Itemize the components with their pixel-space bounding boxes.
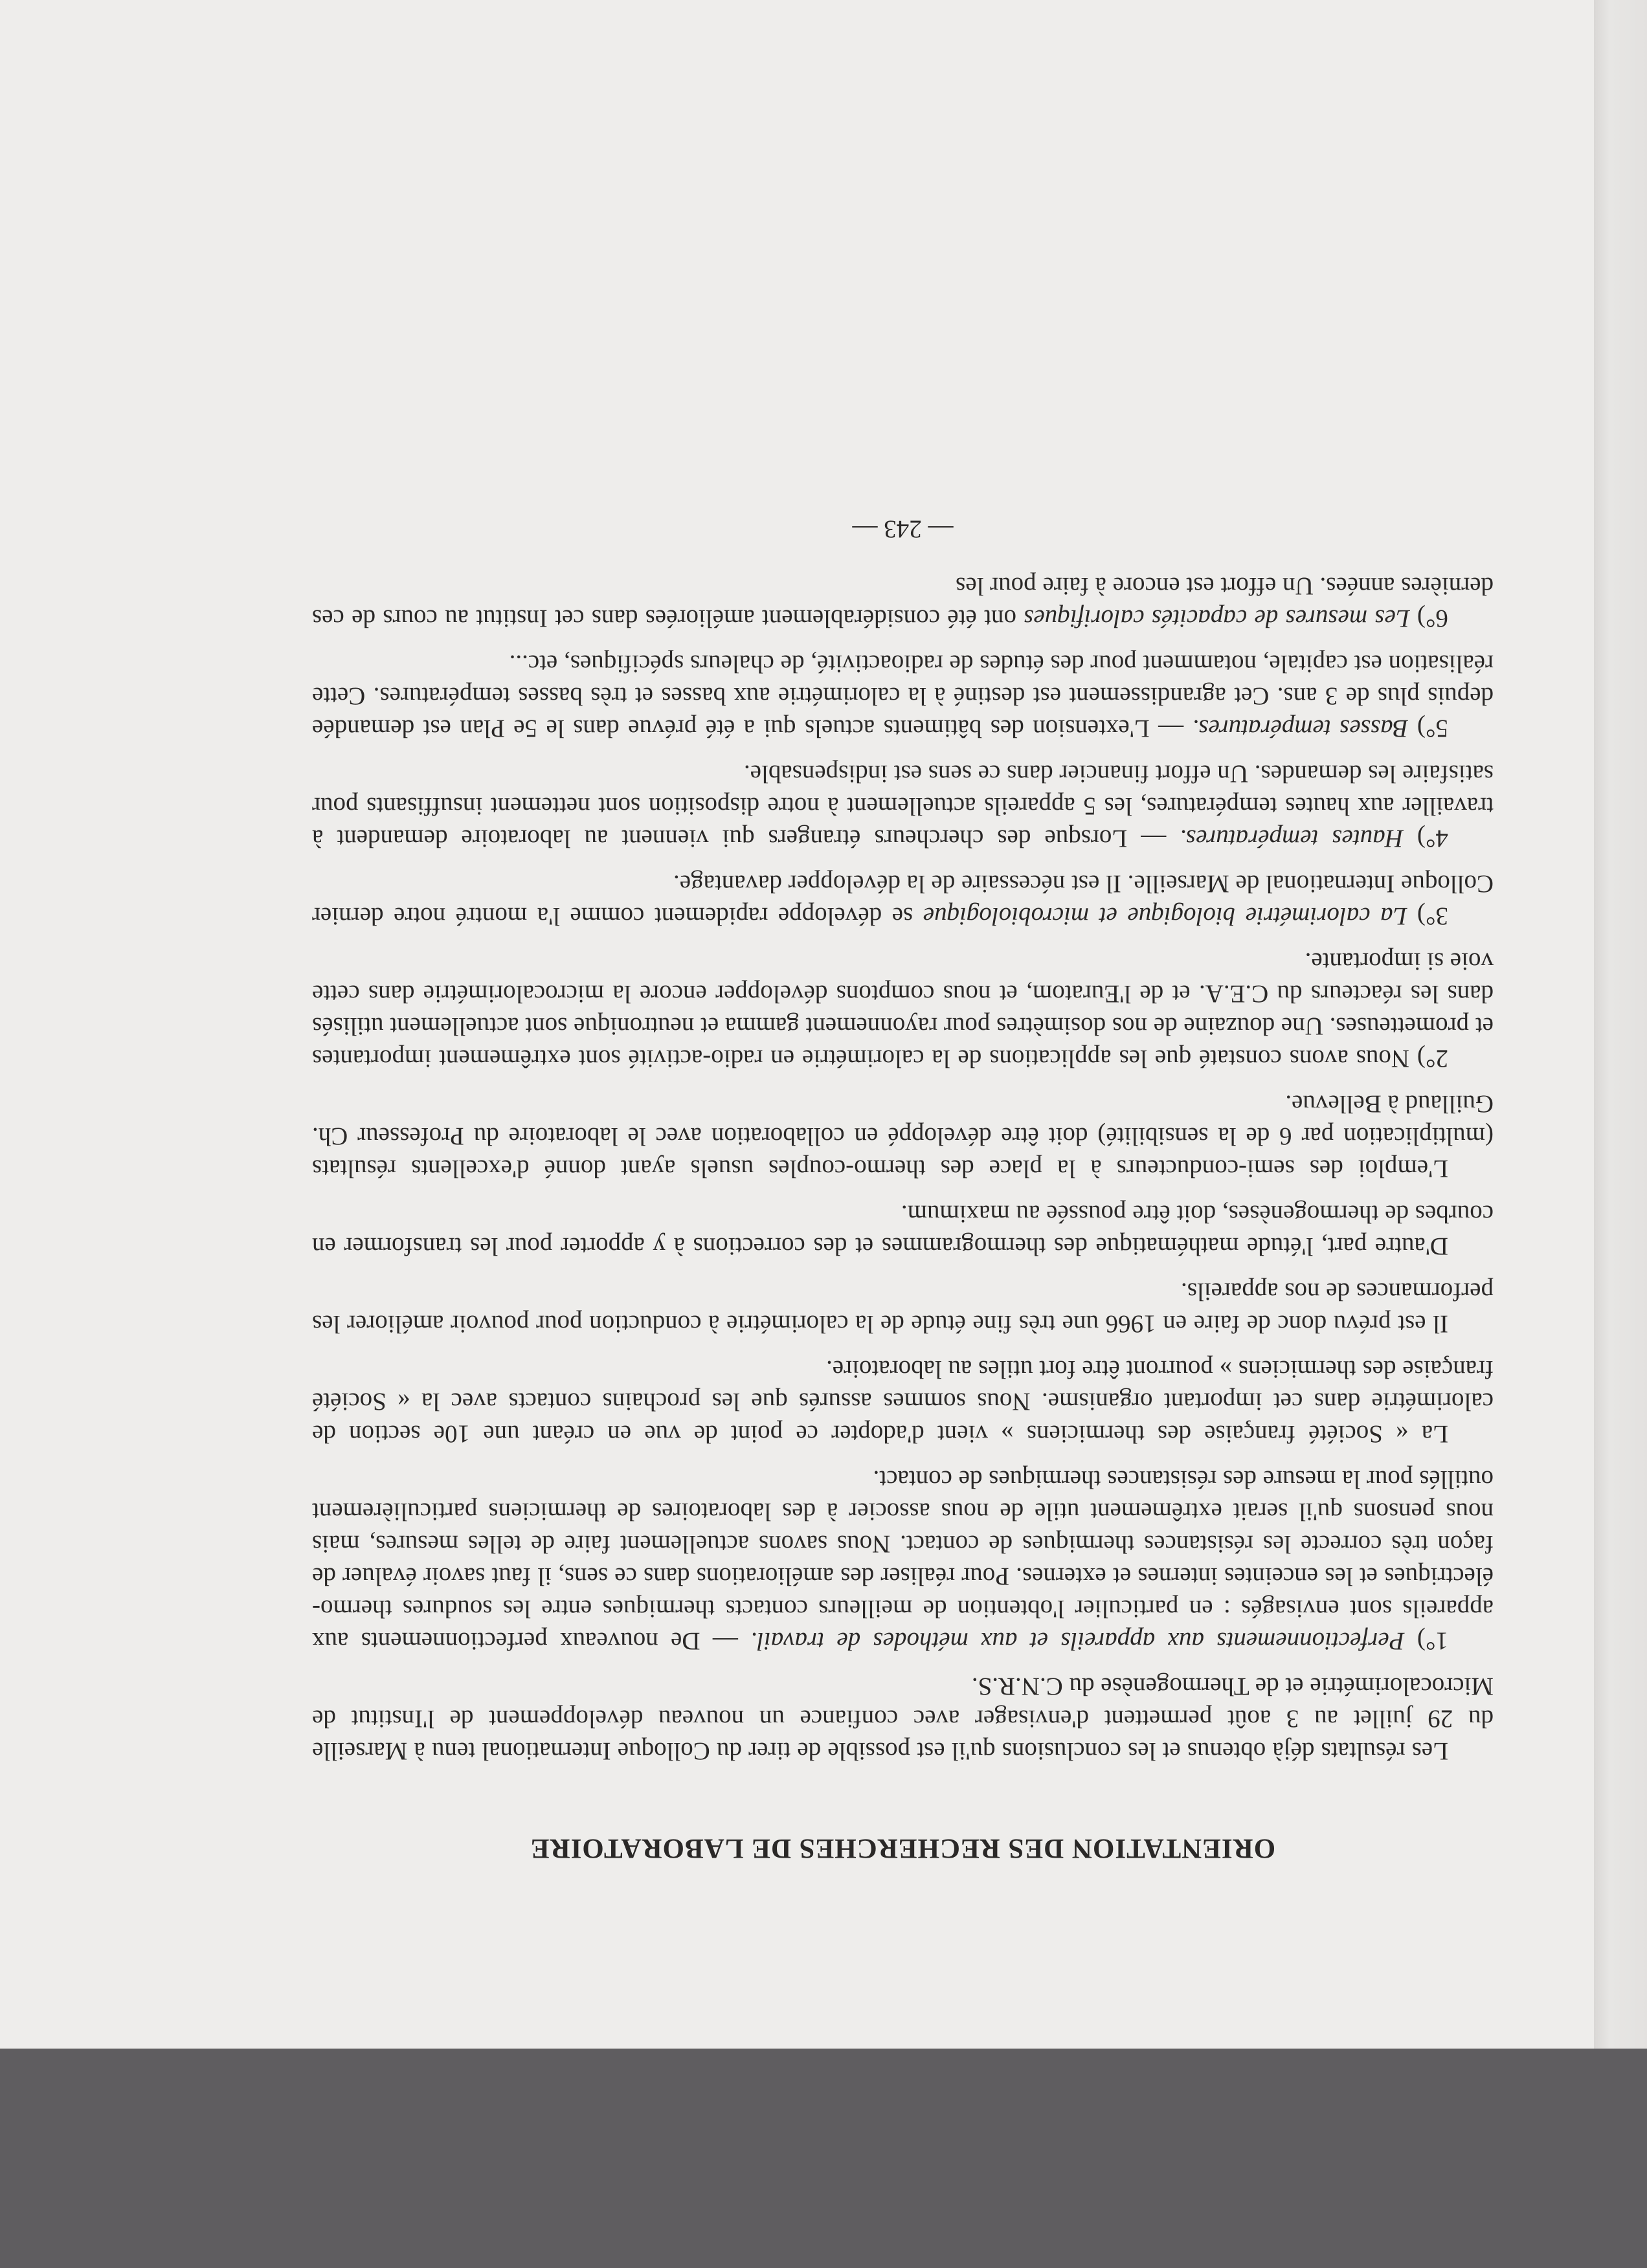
paragraph-text: — De nouveaux perfectionnements aux appareils sont envisagés : en particulier l'obtention de meilleurs contacts thermiques entre les soudures thermo-électriques et les enceintes internes et externes. Pour réaliser des améliorations dans ce sens, il faut savoir évaluer de façon très correcte les résistances thermiques de contact. Nous savons actuellement faire de telles mesures, mais nous pensons qu'il serait extrêmement utile de nous associer à des laboratoires de thermiciens particulièrement outillés pour la mesure des résistances thermiques de contact. [312,1465,1494,1655]
paragraph-text: ont été considérablement améliorées dans cet Institut au cours de ces dernières années. Un effort est encore à faire pour les [312,572,1494,632]
page-content-rotated [312,217,1494,1864]
section-title: ORIENTATION DES RECHERCHES DE LABORATOIRE [530,1833,1276,1863]
paragraph-num: 5°) [1408,715,1448,742]
paragraph-italic: Hautes températures. [1180,825,1404,852]
paragraph-num: 4°) [1403,825,1448,852]
paragraph-text: — L'extension des bâtiments actuels qui a été prévue dans le 5e Plan est demandée depuis plus de 3 ans. Cet agrandissement est destiné à la calorimétrie aux basses et très basses températures. Cette réalisation est capitale, notamment pour des études de radioactivité, de chaleurs spécifiques, etc... [311,650,1494,742]
paragraph [312,757,1494,854]
page-number: — 243 — [852,515,954,543]
paragraph-num: 3°) [1407,902,1448,930]
paragraph [312,867,1494,932]
paragraph-italic: Les mesures de capacités calorifiques [1024,605,1410,632]
paragraph [312,1275,1494,1340]
paragraph [312,1353,1494,1450]
paragraph [312,945,1494,1074]
paragraph-text: D'autre part, l'étude mathématique des thermogrammes et des corrections à y apporter pour les transformer en courbes de thermogenèses, doit être poussée au maximum. [312,1200,1494,1260]
paragraph-italic: La calorimétrie biologique et microbiologique [923,902,1407,930]
paragraph-text: La « Société française des thermiciens » vient d'adopter ce point de vue en créant une 10e section de calorimétrie dans cet important organisme. Nous sommes assurés que les prochains contacts avec la « Société française des thermiciens » pourront être fort utiles au laboratoire. [312,1355,1494,1448]
paragraph-text: L'emploi des semi-conducteurs à la place des thermo-couples usuels ayant donné d'excellents résultats (multiplication par 6 de la sensibilité) doit être développé en collaboration avec le laboratoire du Professeur Ch. Guillaud à Bellevue. [312,1090,1494,1183]
paragraph [312,647,1494,744]
paragraph [312,1197,1494,1262]
paragraph-text: Il est prévu donc de faire en 1966 une très fine étude de la calorimétrie à conduction pour pouvoir améliorer les performances de nos appareils. [312,1278,1494,1338]
paragraph-italic: Perfectionnements aux appareils et aux méthodes de travail. [750,1627,1405,1655]
paragraph-num: 1°) [1404,1627,1448,1655]
paragraph-text: se développe rapidement comme l'a montré notre dernier Colloque International de Marseille. Il est nécessaire de la développer davantage. [312,870,1494,930]
paragraph-text: Les résultats déjà obtenus et les conclusions qu'il est possible de tirer du Colloque International tenu à Marseille du 29 juillet au 3 août permettent d'envisager avec confiance un nouveau développement de l'Institut de Microcalorimétrie et de Thermogenèse du C.N.R.S. [312,1673,1494,1765]
paragraph-num: 2°) [1409,1045,1448,1073]
paragraph-text: — Lorsque des chercheurs étrangers qui viennent au laboratoire demandent à travailler aux hautes températures, les 5 appareils actuellement à notre disposition sont nettement insuffisants pour satisfaire les demandes. Un effort financier dans ce sens est indispensable. [312,760,1494,852]
body-text [312,570,1494,1767]
paragraph [312,1670,1494,1767]
page-edge-shadow [1594,0,1647,2049]
paragraph [312,570,1494,634]
paragraph-italic: Basses températures. [1192,715,1409,742]
paragraph-num: 6°) [1409,605,1448,632]
paragraph-text: Nous avons constaté que les applications de la calorimétrie en radio-activité sont extrêmement importantes et prometteuses. Une douzaine de nos dosimètres pour rayonnement gamma et neutronique sont actuellement utilisés dans les réacteurs du C.E.A. et de l'Euratom, et nous comptons développer encore la microcalorimétrie dans cette voie si importante. [312,948,1494,1073]
paragraph [312,1463,1494,1657]
paragraph [312,1087,1494,1184]
